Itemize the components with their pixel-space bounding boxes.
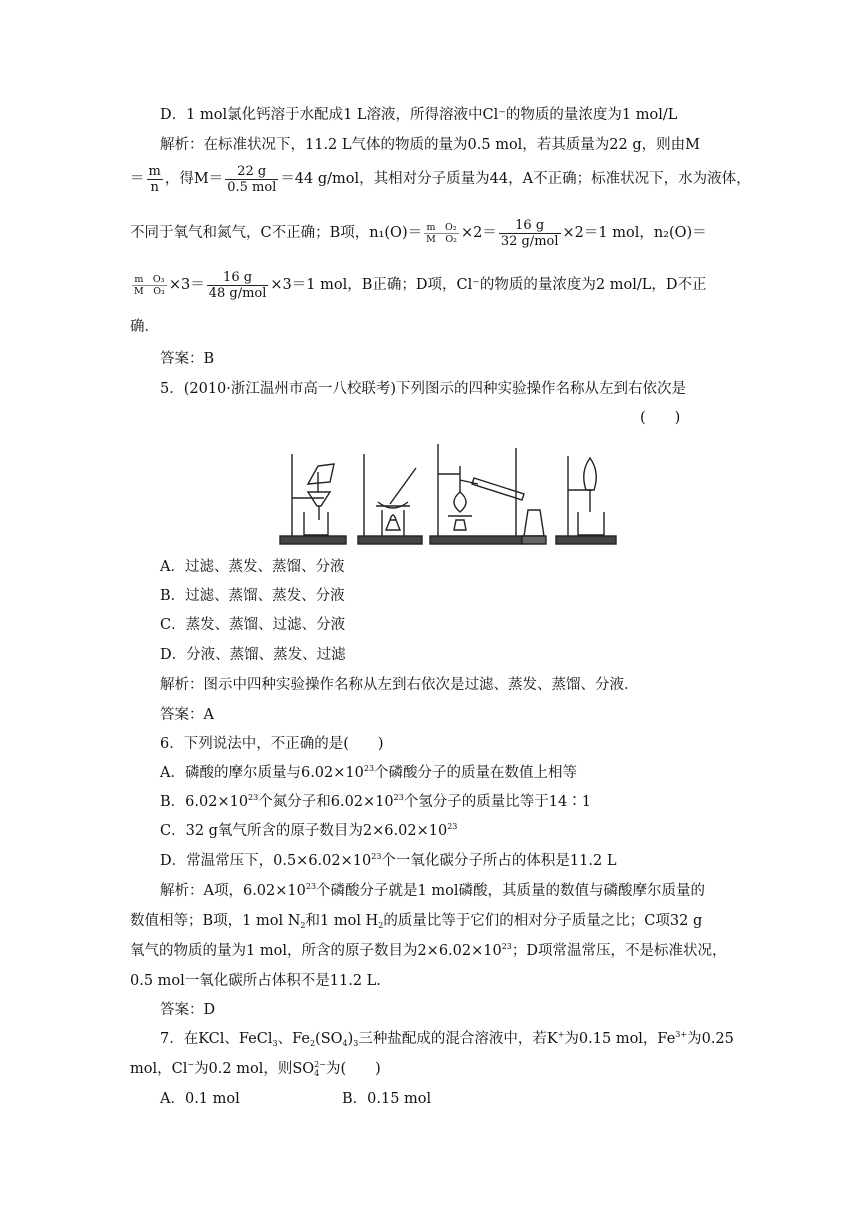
q5-answer-blank: ( ) bbox=[640, 410, 681, 426]
fraction: $\frac{m}{n}$ bbox=[148, 163, 161, 195]
q6-answer: 答案：D bbox=[160, 1002, 216, 1018]
q7-option-a: A．0.1 mol bbox=[160, 1091, 240, 1107]
q5-option-a: A．过滤、蒸发、蒸馏、分液 bbox=[160, 559, 345, 575]
q4-analysis-line-2: ＝ $\frac{m}{n}$ ，得M＝ $\frac{22 g}{\text{0.5 mol}}$ ＝44 g/mol，其相对分子质量为44，A不正确；标准状况下，水为液体， bbox=[130, 163, 751, 195]
q4-analysis-line-1: 解析：在标准状况下，11.2 L气体的物质的量为0.5 mol，若其质量为22 g，则由M bbox=[160, 137, 700, 153]
q4-analysis-line-4: $\frac{\text{m O₃}}{\text{M O₃}}$ ×3＝ $\frac{16 g}{\text{48 g/mol}}$ ×3＝1 mol，B正确；D项，Cl⁻的物质的量浓度为2 mol/L，D不正 bbox=[134, 269, 707, 301]
q7-stem-line-1: 7．在KCl、FeCl$_3$、$Fe_2(SO_4)_3$三种盐配成的混合溶液中，若K+为0.15 mol，$Fe^{3+}$为0.25 bbox=[160, 1030, 734, 1048]
q4-analysis-line-5: 确． bbox=[130, 319, 159, 335]
q5-option-c: C．蒸发、蒸馏、过滤、分液 bbox=[160, 617, 346, 633]
lab-apparatus-figure bbox=[278, 436, 618, 548]
q5-stem: 5．(2010·浙江温州市高一八校联考)下列图示的四种实验操作名称从左到右依次是 bbox=[160, 381, 687, 397]
q6-option-d: D．常温常压下，$0.5\times 6.02\times 10^{23}$个一氧化碳分子所占的体积是11.2 L bbox=[160, 852, 617, 869]
q5-option-d: D．分液、蒸馏、蒸发、过滤 bbox=[160, 647, 346, 663]
fraction: $\frac{22 g}{\text{0.5 mol}}$ bbox=[227, 163, 277, 195]
distillation-apparatus bbox=[430, 444, 524, 544]
q6-analysis-line-4: 0.5 mol一氧化碳所占体积不是11.2 L. bbox=[130, 973, 381, 989]
q6-option-c: C．32 g氧气所含的原子数目为$2\times 6.02\times 10^{23}$ bbox=[160, 822, 458, 839]
fraction: $\frac{\text{m O₃}}{\text{M O₃}}$ bbox=[134, 273, 165, 297]
fraction: $\frac{16 g}{\text{48 g/mol}}$ bbox=[208, 269, 267, 301]
q6-stem: 6．下列说法中，不正确的是( ) bbox=[160, 736, 384, 752]
separatory-funnel-apparatus bbox=[556, 456, 616, 544]
q6-analysis-line-3: 氧气的物质的量为1 mol，所含的原子数目为$2\times 6.02\times 10^{23}$；D项常温常压，不是标准状况， bbox=[130, 942, 727, 959]
q7-option-b: B．0.15 mol bbox=[342, 1091, 432, 1107]
q6-analysis-line-1: 解析：A项，$6.02\times 10^{23}$个磷酸分子就是1 mol磷酸，其质量的数值与磷酸摩尔质量的 bbox=[160, 882, 705, 899]
filtration-apparatus bbox=[280, 454, 346, 544]
q5-answer: 答案：A bbox=[160, 707, 214, 723]
q4-option-d: D．1 mol氯化钙溶于水配成1 L溶液，所得溶液中Cl⁻的物质的量浓度为1 mol/L bbox=[160, 107, 678, 123]
q6-option-a: A．磷酸的摩尔质量与$6.02\times 10^{23}$个磷酸分子的质量在数值上相等 bbox=[160, 764, 578, 781]
fraction: $\frac{\text{m O₂}}{\text{M O₂}}$ bbox=[426, 221, 457, 245]
q5-analysis: 解析：图示中四种实验操作名称从左到右依次是过滤、蒸发、蒸馏、分液． bbox=[160, 677, 639, 693]
q4-analysis-line-3: 不同于氧气和氮气，C不正确；B项，n₁(O)＝ $\frac{\text{m O₂}}{\text{M O₂}}$ ×2＝ $\frac{16 g}{\text{32 g/mol}}$ ×2＝1 mol，n₂(O)＝ bbox=[130, 217, 707, 249]
receiving-flask bbox=[522, 510, 546, 544]
q6-analysis-line-2: 数值相等；B项，1 mol $N_2$和1 mol $H_2$的质量比等于它们的相对分子质量之比；C项32 g bbox=[130, 913, 703, 930]
evaporation-apparatus bbox=[358, 454, 422, 544]
q4-answer: 答案：B bbox=[160, 351, 215, 367]
q5-option-b: B．过滤、蒸馏、蒸发、分液 bbox=[160, 588, 345, 604]
q6-option-b: B．$6.02\times 10^{23}$个氮分子和$6.02\times 10^{23}$个氢分子的质量比等于14∶1 bbox=[160, 793, 591, 810]
fraction: $\frac{16 g}{\text{32 g/mol}}$ bbox=[500, 217, 559, 249]
q7-stem-line-2: mol，Cl−为0.2 mol，则SO 2− 4 为( ) bbox=[130, 1060, 381, 1078]
